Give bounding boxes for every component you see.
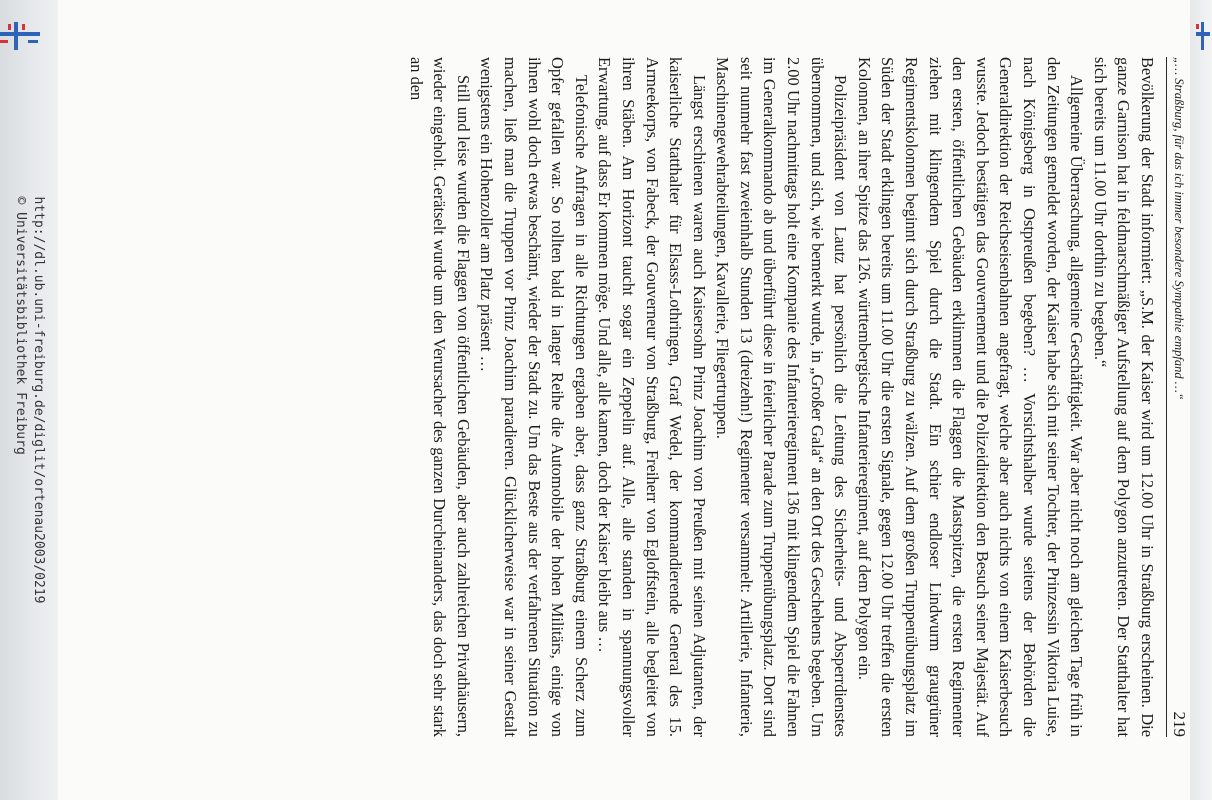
running-header: „… Straßburg, für das ich immer besondere Sympathie empfand …“ bbox=[1172, 57, 1186, 400]
source-url[interactable]: http://dl.ub.uni-freiburg.de/diglit/ortenau2003/0219 bbox=[31, 196, 46, 604]
article-body bbox=[169, 57, 1159, 737]
copyright-notice: © Universitätsbibliothek Freiburg bbox=[13, 196, 28, 455]
paragraph: Still und leise wurden die Flaggen von öffentlichen Gebäuden, aber auch zahlreichen Privathäusern, wieder eingeholt. Gerätselt wurde um den Verursacher des ganzen Durcheinanders, das doch sehr stark an den bbox=[406, 57, 473, 737]
page-content bbox=[169, 27, 1195, 773]
source-caption bbox=[0, 0, 58, 800]
library-logo-icon bbox=[1196, 22, 1210, 50]
paragraph: Bevölkerung der Stadt informiert: „S.M. der Kaiser wird um 12.00 Uhr in Straßburg erscheinen. Die ganze Garnison hat in feldmarschmäßiger Aufstellung auf dem Polygon anzutreten. Der Statthalter hat sich bereits um 11.00 Uhr dorthin zu begeben.“ bbox=[1090, 57, 1157, 737]
page-header bbox=[1166, 57, 1193, 737]
viewer-right-margin bbox=[1190, 0, 1212, 800]
scanned-page bbox=[58, 0, 1190, 800]
paragraph: Telefonische Anfragen in alle Richtungen ergaben aber, dass ganz Straßburg einem Scherz zum Opfer gefallen war. So rollten bald in langer Reihe die Automobile der hohen Militärs, einige von ihnen wohl doch etwas beschämt, wieder der Stadt zu. Um das Beste aus der verfahrenen Situation zu machen, ließ man die Truppen vor Prinz Joachim paradieren. Glücklicherweise war in seiner Gestalt wenigstens ein Hohenzoller am Platz präsent … bbox=[477, 57, 591, 737]
page-number: 219 bbox=[1170, 711, 1189, 737]
paragraph: Polizeipräsident von Lautz hat persönlich die Leitung des Sicherheits- und Absperrdienstes übernommen, und sich, wie bemerkt wurde, in „Großer Gala“ an den Ort des Geschehens begeben. Um 2.00 Uhr nachmittags holt eine Kompanie des Infanterieregiment 136 mit klingendem Spiel die Fahnen im Generalkommando ab und überführt diese in feierlicher Parade zum Truppenübungsplatz. Dort sind seit nunmehr fast zweieinhalb Stunden 13 (dreizehn!) Regimenter versammelt: Artillerie, Infanterie, Maschinengewehrabteilungen, Kavallerie, Fliegertruppen. bbox=[713, 57, 851, 737]
paragraph: Längst erschienen waren auch Kaisersohn Prinz Joachim von Preußen mit seinen Adjutanten, der kaiserliche Statthalter für Elsass-Lothringen, Graf Wedel, der kommandierende General des 15. Armeekorps, von Fabeck, der Gouverneur von Straßburg, Freiherr von Egloffstein, alle begleitet von ihren Stäben. Am Horizont taucht sogar ein Zeppelin auf. Alle, alle standen in spannungsvoller Erwartung, auf dass Er kommen möge. Und alle, alle kamen, doch der Kaiser bleibt aus … bbox=[595, 57, 709, 737]
paragraph: Allgemeine Überraschung, allgemeine Geschäftigkeit. War aber nicht noch am gleichen Tage früh in den Zeitungen gemeldet worden, der Kaiser habe sich mit seiner Tochter, der Prinzessin Viktoria Luise, nach Königsberg in Ostpreußen begeben? … Vorsichtshalber wurde seitens der Behörden die Generaldirektion der Reichseisenbahnen angefragt, welche aber auch nichts von einem Kaiserbesuch wusste. Jedoch bestätigen das Gouvernement und die Polizeidirektion den Besuch seiner Majestät. Auf den ersten, öffentlichen Gebäuden erklimmen die Flaggen die Mastspitzen, die ersten Regimenter ziehen mit klingendem Spiel durch die Stadt. Ein schier endloser Lindwurm graugrüner Regimentskolonnen beginnt sich durch Straßburg zu wälzen. Auf dem großen Truppenübungsplatz im Süden der Stadt erklingen bereits um 11.00 Uhr die ersten Signale, gegen 12.00 Uhr treffen die ersten Kolonnen, an ihrer Spitze das 126. württembergische Infanterieregiment, auf dem Polygon ein. bbox=[854, 57, 1087, 737]
